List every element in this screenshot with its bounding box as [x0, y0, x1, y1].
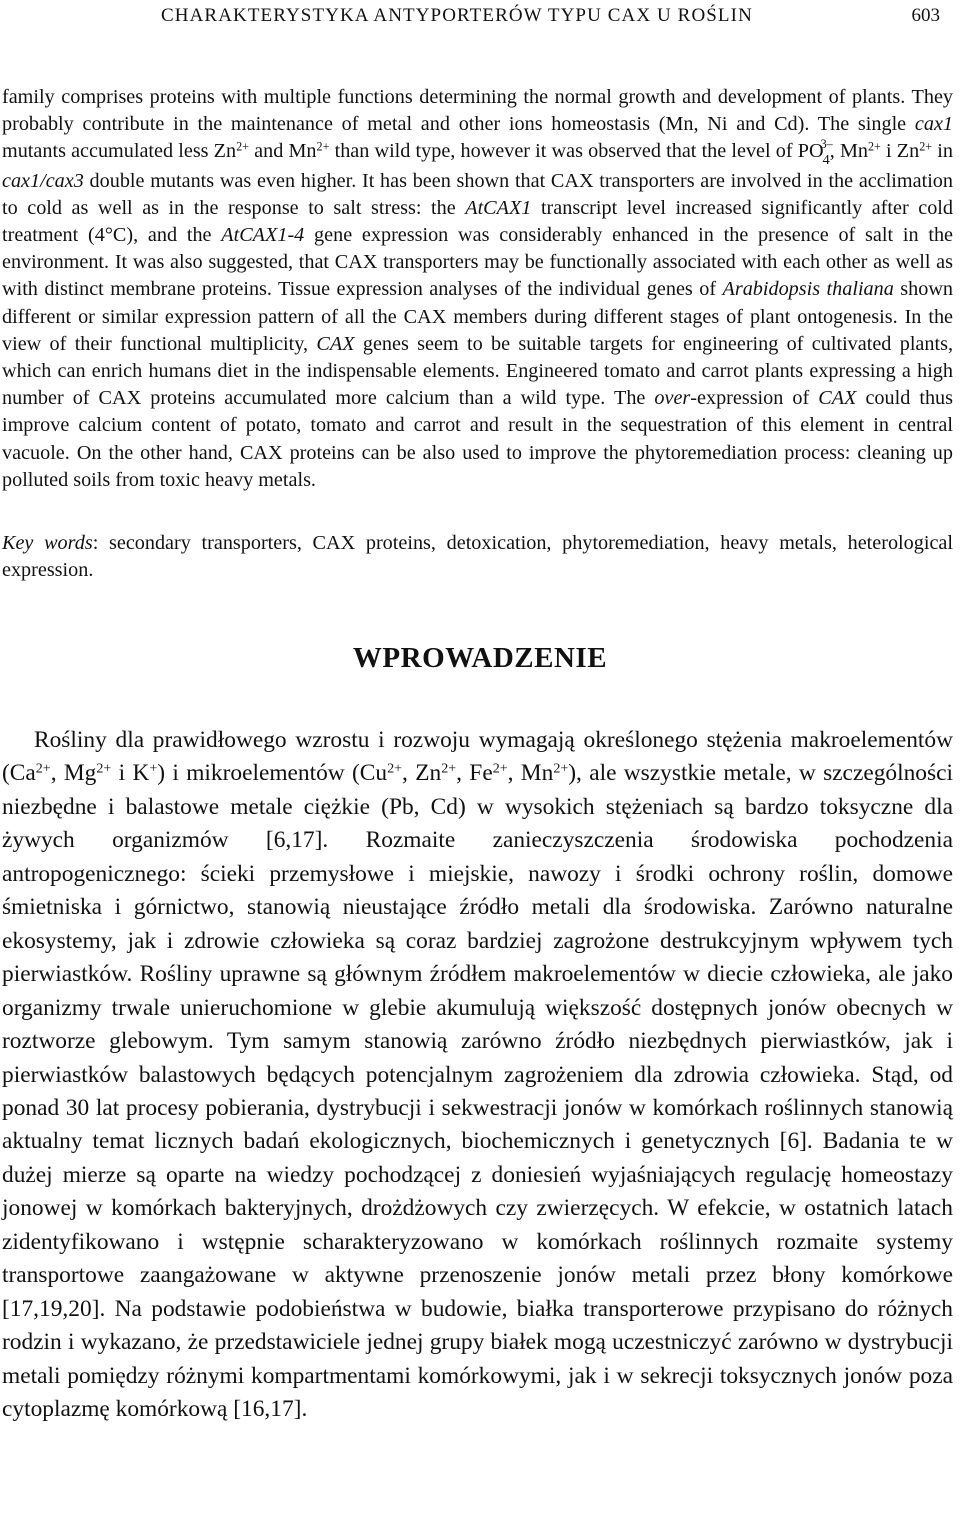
ion-charge: 2+	[441, 760, 457, 777]
abstract-text: and Mn	[249, 140, 317, 163]
gene-name: AtCAX1-4	[221, 224, 305, 247]
body-text: , Mg	[50, 760, 97, 787]
abstract-text: genes seem to be suitable targets for engineering of cultivated plants, which can enrich humans diet in the indispensable elements. Engineered tomato and carrot plants expressing a high number of CAX proteins accumulated more calcium than a wild type. The	[2, 332, 953, 410]
abstract-text: -expression of	[690, 387, 819, 410]
abstract-text: gene expression was considerably enhanced in the presence of salt in the environment. It was also suggested, that CAX transporters may be functionally associated with each other as well as with distinct membrane proteins. Tissue expression analyses of the individual genes of	[2, 224, 953, 301]
gene-name: AtCAX1	[465, 196, 532, 219]
species-name: Arabidopsis thaliana	[722, 278, 894, 301]
ion-charge: 2+	[35, 760, 51, 777]
body-text: ) i mikroelementów (Cu	[157, 760, 388, 787]
gene-name: CAX	[316, 332, 355, 355]
gene-name: cax1/cax3	[2, 169, 84, 192]
abstract-paragraph	[2, 84, 953, 494]
ion-charge: 2+	[867, 139, 881, 154]
keywords-line	[2, 530, 953, 584]
ion-charge: 2+	[236, 139, 250, 154]
ion-charge: 2+	[387, 760, 403, 777]
ion-charge: 2+	[492, 760, 508, 777]
english-abstract	[2, 84, 953, 494]
abstract-text: mutants accumulated less Zn	[2, 140, 237, 163]
running-header	[0, 5, 960, 27]
body-text: Rośliny dla prawidłowego wzrostu i rozwoju wymagają określonego stężenia makroelementów (Ca	[2, 727, 953, 787]
abstract-text: double mutants was even higher. It has been shown that CAX transporters are involved in the acclimation to cold as well as in the response to salt stress: the	[2, 169, 953, 219]
formula-subscript: 4	[822, 151, 830, 168]
abstract-text: could thus improve calcium content of potato, tomato and carrot and result in the sequestration of this element in central vacuole. On the other hand, CAX proteins can be also used to improve the phytoremediation process: cleaning up polluted soils from toxic heavy metals.	[2, 387, 953, 491]
ion-charge: 2+	[553, 760, 569, 777]
gene-name: CAX	[818, 387, 857, 410]
ion-charge: +	[149, 760, 158, 777]
abstract-text: in	[932, 140, 953, 163]
emphasis: over	[654, 387, 691, 410]
body-text: , Fe	[456, 760, 493, 787]
gene-name: cax1	[914, 113, 953, 136]
keywords-label: Key words	[2, 532, 93, 554]
ion-charge: 2+	[96, 760, 112, 777]
body-text: ), ale wszystkie metale, w szczególności niezbędne i balastowe metale ciężkie (Pb, Cd) w wysokich stężeniach są bardzo toksyczne dla żywych organizmów [6,17]. Rozmaite zanieczyszczenia środowiska pochodzenia antropogenicznego: ścieki przemysłowe i miejskie, nawozy i środki ochrony roślin, domowe śmietniska i górnictwo, stanowią nieustające źródło metali dla środowiska. Zarówno naturalne ekosystemy, jak i zdrowie człowieka są coraz bardziej zagrożone destrukcyjnym wpływem tych pierwiastków. Rośliny uprawne są głównym źródłem makroelementów w diecie człowieka, ale jako organizmy trwale unieruchomione w glebie akumulują większość dostępnych jonów obecnych w roztworze glebowym. Tym samym stanowią zarówno źródło niezbędnych pierwiastków, jak i pierwiastków balastowych będących potencjalnym zagrożeniem dla zdrowia człowieka. Stąd, od ponad 30 lat procesy pobierania, dystrybucji i sekwestracji jonów w komórkach roślinnych stanowią aktualny temat licznych badań ekologicznych, biochemicznych i genetycznych [6]. Badania te w dużej mierze są oparte na wiedzy pochodzącej z doniesień wyjaśniających regulację homeostazy jonowej w komórkach bakteryjnych, drożdżowych czy zwierzęcych. W efekcie, w ostatnich latach zidentyfikowano i wstępnie scharakteryzowano w komórkach roślinnych rozmaite systemy transportowe zaangażowane w aktywne przenoszenie jonów metali przez błony komórkowe [17,19,20]. Na podstawie podobieństwa w budowie, białka transporterowe przypisano do różnych rodzin i wykazano, że przedstawiciele jednej grupy białek mogą uczestniczyć zarówno w dystrybucji metali pomiędzy różnymi kompartmentami komórkowymi, jak i w sekrecji toksycznych jonów poza cytoplazmę komórkową [16,17].	[2, 760, 953, 1423]
abstract-text: than wild type, however it was observed that the level of PO	[329, 140, 824, 163]
keywords-text: : secondary transporters, CAX proteins, detoxication, phytoremediation, heavy metals, heterological expression.	[2, 532, 953, 582]
running-title: CHARAKTERYSTYKA ANTYPORTERÓW TYPU CAX U ROŚLIN	[161, 5, 753, 26]
section-heading: WPROWADZENIE	[352, 642, 608, 674]
ion-charge: 2+	[919, 139, 933, 154]
ion-charge: 3–	[820, 137, 833, 152]
abstract-text: i Zn	[880, 140, 920, 163]
ion-charge: 2+	[316, 139, 330, 154]
abstract-text: shown different or similar expression pattern of all the CAX members during different stages of plant ontogenesis. In the view of their functional multiplicity,	[2, 278, 954, 355]
abstract-text: family comprises proteins with multiple functions determining the normal growth and development of plants. They probably contribute in the maintenance of metal and other ions homeostasis (Mn, Ni and Cd). The single	[2, 86, 953, 136]
body-text: , Mn	[507, 760, 554, 787]
body-text: i K	[111, 760, 150, 787]
page-number: 603	[911, 5, 940, 26]
introduction-paragraph	[2, 724, 953, 1427]
body-text: , Zn	[402, 760, 442, 787]
abstract-text: , Mn	[829, 140, 868, 163]
abstract-text: transcript level increased significantly after cold treatment (4°C), and the	[2, 196, 953, 247]
